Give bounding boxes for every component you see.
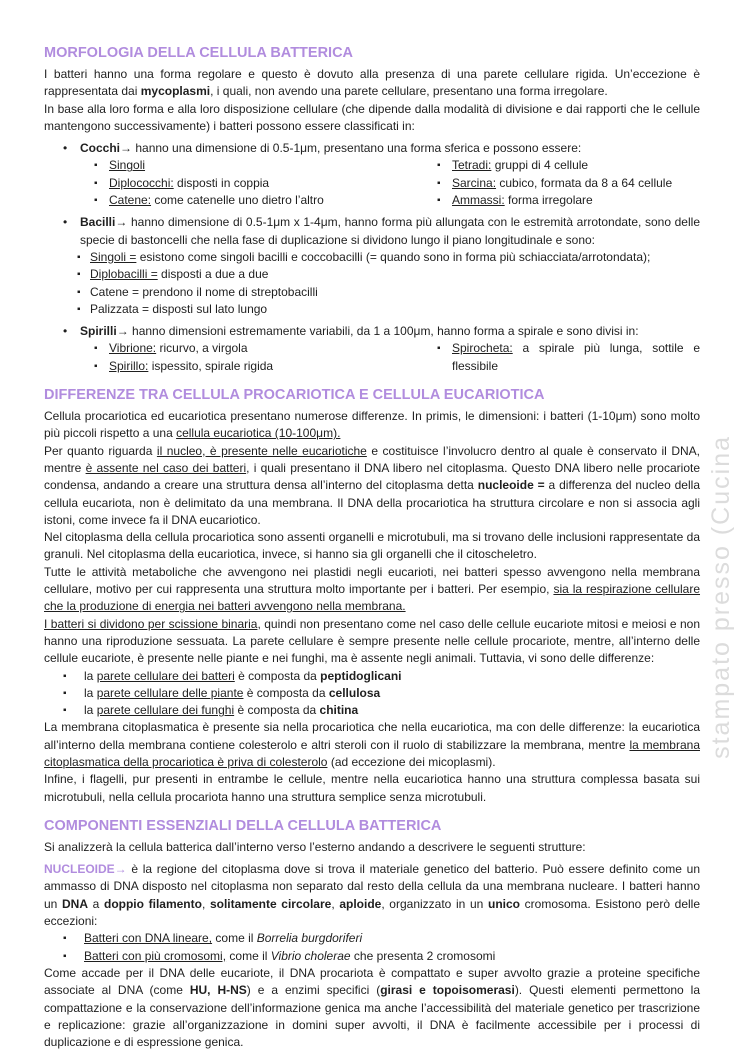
text-run: Spirilli: [80, 324, 117, 339]
list-item-text: [109, 341, 248, 355]
text-run: cellula eucariotica (10-100μm).: [176, 426, 341, 441]
list-item-text: [452, 158, 588, 172]
paragraph: [44, 529, 700, 564]
text-run: la: [84, 668, 97, 683]
bullet-icon: •: [63, 215, 68, 230]
bullet-icon: ▪: [437, 195, 441, 207]
text-run: il nucleo, è presente nelle eucariotiche: [156, 443, 367, 458]
text-run: Diplococchi:: [109, 175, 174, 190]
list-item-text: [84, 686, 380, 700]
text-run: Palizzata = disposti sul lato lungo: [90, 301, 268, 316]
text-run: nucleoide =: [477, 478, 545, 493]
list-item: [44, 930, 700, 947]
bullet-icon: •: [63, 141, 68, 156]
accent-term: NUCLEOIDE: [44, 862, 115, 877]
text-run: cellulosa: [328, 685, 381, 700]
bullet-icon: ▪: [94, 177, 98, 189]
bullet-item-text: [80, 141, 581, 155]
text-run: disposti in coppia: [173, 175, 270, 190]
text-run: chitina: [319, 703, 359, 718]
paragraph: [44, 965, 700, 1051]
watermark-text: stampato presso (Cucina: [707, 435, 735, 759]
text-run: Sarcina:: [452, 175, 497, 190]
bullet-icon: ▪: [77, 303, 81, 315]
text-run: che presenta 2 cromosomi: [350, 948, 496, 963]
list-item: [437, 192, 700, 209]
two-column-list: [44, 157, 700, 209]
bullet-icon: ▪: [437, 177, 441, 189]
text-run: Batteri con più cromosomi,: [84, 948, 227, 963]
list-item: [44, 702, 700, 719]
text-run: Si analizzerà la cellula batterica dall’interno verso l’esterno andando a descrivere le seguenti strutture:: [44, 839, 586, 854]
text-run: Bacilli: [80, 215, 116, 230]
text-run: parete cellulare delle piante: [96, 685, 244, 700]
text-run: è composta da: [234, 703, 320, 718]
list-item: [437, 340, 700, 375]
list-item: [94, 358, 423, 375]
text-run: , i quali, non avendo una parete cellulare, presentano una forma irregolare.: [210, 84, 608, 99]
bullet-icon: ▪: [94, 343, 98, 355]
text-run: come il: [212, 931, 257, 946]
text-run: cromosoma. Esistono però delle eccezioni:: [44, 896, 701, 929]
text-run: la: [84, 703, 97, 718]
bullet-icon: ▪: [63, 933, 67, 945]
list-item: [437, 175, 700, 192]
text-run: , i quali presentano il DNA libero nel citoplasma. Questo DNA libero nelle procariote condensa, andando a creare una struttura densa all’interno del citoplasma detta: [44, 460, 700, 493]
text-run: a differenza del nucleo della cellula eucariota, non è delimitato da una membrana. Il DNA della procariotica ha struttura circolare e non si associa agli istoni, come invece fa il DNA eucariotico.: [44, 478, 700, 527]
list-item-text: [109, 193, 324, 207]
list-item: [94, 175, 423, 192]
paragraph: [44, 616, 700, 668]
text-run: forma irregolare: [504, 193, 593, 208]
text-run: cubico, formata da 8 a 64 cellule: [496, 175, 673, 190]
paragraph: [44, 771, 700, 806]
arrow-icon: →: [120, 141, 133, 156]
text-run: unico: [488, 896, 520, 911]
text-run: Cellula procariotica ed eucariotica presentano numerose differenze. In primis, le dimensioni: i batteri (1-10μm) sono molto più piccoli rispetto a una: [44, 409, 700, 441]
bullet-icon: •: [63, 324, 68, 339]
list-item-text: [84, 949, 495, 963]
bullet-icon: ▪: [437, 160, 441, 172]
text-run: I batteri si dividono per scissione binaria: [44, 616, 258, 631]
document-body: [44, 44, 700, 1051]
bullet-icon: ▪: [77, 269, 81, 281]
list-item: [44, 948, 700, 965]
list-item-text: [90, 267, 268, 281]
text-run: ,: [331, 896, 340, 911]
text-run: Vibrione:: [109, 341, 157, 356]
bullet-icon: ▪: [94, 160, 98, 172]
bullet-icon: ▪: [77, 251, 81, 263]
list-item: [44, 249, 700, 266]
bullet-item-text: [80, 215, 700, 246]
list-item-text: [452, 341, 700, 372]
two-column-list: [44, 340, 700, 375]
text-run: Singoli: [109, 158, 146, 173]
list-item-text: [90, 285, 318, 299]
section-heading: [44, 386, 700, 404]
paragraph: [44, 719, 700, 771]
text-run: e costituisce l’involucro dentro al quale è conservato il DNA, mentre: [44, 443, 700, 475]
text-run: HU, H-NS: [189, 983, 247, 998]
list-item: [437, 157, 700, 174]
list-item-text: [90, 302, 267, 316]
text-run: mycoplasmi: [140, 84, 211, 99]
text-run: COMPONENTI ESSENZIALI DELLA CELLULA BATTERICA: [44, 817, 442, 834]
text-run: hanno una dimensione di 0.5-1μm, presentano una forma sferica e possono essere:: [132, 141, 582, 156]
list-item: [44, 301, 700, 318]
bullet-list: [44, 668, 700, 720]
text-run: ) e a enzimi specifici (: [246, 983, 381, 998]
text-run: è composta da: [243, 685, 329, 700]
paragraph: [44, 66, 700, 101]
bullet-icon: ▪: [77, 286, 81, 298]
paragraph: [44, 443, 700, 529]
paragraph: [44, 861, 700, 930]
column-left: [94, 157, 437, 209]
list-item-text: [109, 359, 273, 373]
bullet-icon: ▪: [63, 687, 67, 699]
text-run: Batteri con DNA lineare,: [84, 931, 213, 946]
text-run: Singoli =: [90, 249, 137, 264]
text-run: Spirillo:: [109, 358, 149, 373]
bullet-item: [44, 140, 700, 157]
text-run: (ad eccezione dei micoplasmi).: [327, 754, 496, 769]
text-run: DIFFERENZE TRA CELLULA PROCARIOTICA E CELLULA EUCARIOTICA: [44, 387, 545, 404]
text-run: doppio filamento: [103, 896, 202, 911]
text-run: ,: [201, 896, 210, 911]
list-item: [94, 340, 423, 357]
text-run: Ammassi:: [452, 193, 505, 208]
section-heading: [44, 44, 700, 62]
bullet-item: [44, 323, 700, 340]
text-run: Infine, i flagelli, pur presenti in entrambe le cellule, mentre nella eucariotica hanno una struttura complessa basata sui microtubuli, nella cellula procariota hanno una struttura semplice senza microtubuli.: [44, 772, 700, 804]
bullet-list: [44, 930, 700, 965]
arrow-icon: →: [115, 215, 128, 230]
list-item-text: [84, 931, 362, 945]
text-run: ricurvo, a virgola: [156, 341, 248, 356]
section-heading: [44, 817, 700, 835]
bullet-icon: ▪: [94, 360, 98, 372]
text-run: , quindi non presentano come nel caso delle cellule eucariote mitosi e meiosi e non hanno una riproduzione sessuata. La parete cellulare è sempre presente nelle cellule procariote, mentre, all’interno delle cellule eucariote, è presente nelle piante e nei funghi, ma è assente negli animali. Tuttavia, vi sono delle differenze:: [44, 616, 700, 666]
bullet-list: [44, 249, 700, 318]
text-run: peptidoglicani: [320, 668, 402, 683]
text-run: Come accade per il DNA delle eucariote, il DNA procariota è compattato e super avvolto grazie a proteine specifiche associate al DNA (come: [44, 965, 700, 998]
bullet-icon: ▪: [63, 670, 67, 682]
paragraph: [44, 839, 700, 856]
text-run: Nel citoplasma della cellula procariotica sono assenti organelli e microtubuli, ma si trovano delle inclusioni rappresentate da granuli. Nel citoplasma della eucariotica, invece, si hanno sia gli organelli che il citoscheletro.: [44, 530, 700, 562]
text-run: è composta da: [234, 668, 321, 683]
arrow-icon: →: [116, 324, 129, 339]
list-item-text: [452, 176, 672, 190]
text-run: la membrana citoplasmatica della procariotica è priva di colesterolo: [44, 737, 700, 769]
list-item: [94, 192, 423, 209]
text-run: Catene:: [109, 193, 152, 208]
text-run: I batteri hanno una forma regolare e questo è dovuto alla presenza di una parete cellulare rigida. Un’eccezione è rappresentata dai: [44, 67, 700, 99]
text-run: In base alla loro forma e alla loro disposizione cellulare (che dipende dalla modalità di divisione e dai rapporti che le cellule mantengono successivamente) i batteri possono essere classificati in:: [44, 101, 700, 133]
text-run: come il: [226, 948, 271, 963]
bullet-icon: ▪: [63, 705, 67, 717]
text-run: ). Questi elementi permettono la compattazione e la conservazione dell’informazione genica ma anche l’accessibilità del materiale genetico per trascrizione e replicazione: grazie all’organizzazione in domini super avvolti, il DNA è facilmente accessibile per i processi di duplicazione e di espressione genica.: [44, 983, 700, 1050]
text-run: Cocchi: [80, 141, 121, 156]
text-run: hanno dimensione di 0.5-1μm x 1-4μm, hanno forma più allungata con le estremità arrotondate, sono delle specie di bastoncelli che nella fase di duplicazione si dividono lungo il piano longitudinale e sono:: [80, 215, 700, 247]
text-run: a: [88, 896, 104, 911]
column-left: [94, 340, 437, 375]
text-run: parete cellulare dei batteri: [96, 668, 235, 683]
paragraph: [44, 101, 700, 136]
text-run: hanno dimensioni estremamente variabili, da 1 a 100μm, hanno forma a spirale e sono divisi in:: [128, 324, 639, 339]
text-run: parete cellulare dei funghi: [96, 703, 235, 718]
text-run: gruppi di 4 cellule: [491, 158, 589, 173]
list-item-text: [452, 193, 593, 207]
text-run: Diplobacilli =: [90, 267, 158, 282]
list-item: [44, 685, 700, 702]
bullet-icon: ▪: [437, 343, 441, 355]
bullet-item: [44, 214, 700, 249]
text-run: ispessito, spirale rigida: [148, 358, 274, 373]
text-run: Borrelia burgdoriferi: [256, 931, 363, 946]
arrow-icon: →: [114, 862, 127, 877]
text-run: Vibrio cholerae: [270, 948, 351, 963]
list-item-text: [109, 158, 145, 172]
list-item: [44, 266, 700, 283]
text-run: Catene = prendono il nome di streptobacilli: [90, 284, 318, 299]
text-run: come catenelle uno dietro l’altro: [151, 193, 324, 208]
text-run: è la regione del citoplasma dove si trova il materiale genetico del batterio. Può essere definito come un ammasso di DNA disposto nel citoplasma non separato dal resto della cellula da una membrana nucleare. I batteri hanno un: [44, 862, 700, 911]
list-item-text: [109, 176, 269, 190]
bullet-icon: ▪: [63, 950, 67, 962]
list-item-text: [84, 669, 402, 683]
text-run: La membrana citoplasmatica è presente sia nella procariotica che nella eucariotica, ma con delle differenze: la eucariotica all’interno della membrana contiene colesterolo e altri steroli con il ruolo di stabilizzare la membrana, mentre: [44, 720, 700, 752]
text-run: Spirocheta:: [452, 341, 513, 356]
text-run: aploide: [339, 896, 382, 911]
text-run: , organizzato in un: [381, 896, 488, 911]
text-run: Tutte le attività metaboliche che avvengono nei plastidi negli eucarioti, nei batteri spesso avvengono nella membrana cellulare, motivo per cui rappresenta una struttura molto importante per i batteri. Per esempio,: [44, 564, 700, 597]
text-run: solitamente circolare: [209, 896, 332, 911]
text-run: DNA: [62, 896, 88, 911]
bullet-icon: ▪: [94, 195, 98, 207]
paragraph: [44, 564, 700, 616]
text-run: disposti a due a due: [157, 267, 269, 282]
text-run: MORFOLOGIA DELLA CELLULA BATTERICA: [44, 45, 354, 61]
list-item: [94, 157, 423, 174]
text-run: esistono come singoli bacilli e coccobacilli (= quando sono in forma più schiacciata/arrotondata);: [136, 249, 651, 264]
text-run: sia la respirazione cellulare che la produzione di energia nei batteri avvengono nella membrana.: [44, 582, 701, 614]
text-run: Per quanto riguarda: [44, 443, 157, 458]
list-item-text: [90, 250, 650, 264]
list-item-text: [84, 703, 358, 717]
text-run: girasi e topoisomerasi: [380, 983, 515, 998]
list-item: [44, 284, 700, 301]
text-run: è assente nel caso dei batteri: [85, 460, 247, 475]
text-run: a spirale più lunga, sottile e flessibile: [452, 341, 700, 373]
paragraph: [44, 408, 700, 443]
text-run: Tetradi:: [452, 158, 492, 173]
column-right: [437, 157, 700, 209]
column-right: [437, 340, 700, 375]
list-item: [44, 668, 700, 685]
bullet-item-text: [80, 324, 639, 338]
text-run: la: [84, 685, 97, 700]
